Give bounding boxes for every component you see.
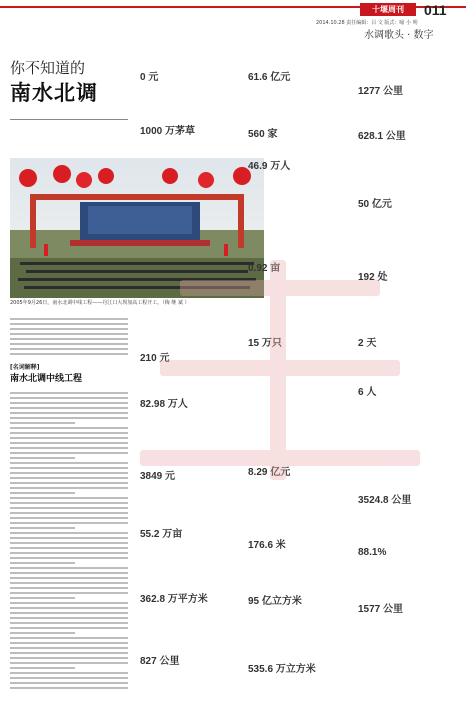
stat-figure: 535.6 万立方米 — [248, 664, 316, 675]
text-line — [10, 407, 128, 409]
text-line — [10, 457, 75, 459]
stat-figure: 15 万只 — [248, 338, 282, 349]
kicker: 你不知道的 — [10, 59, 86, 77]
text-line — [10, 552, 128, 554]
stat-figure: 1000 万茅草 — [140, 126, 196, 137]
text-line — [10, 472, 128, 474]
stat-figure: 192 处 — [358, 272, 388, 283]
text-line — [10, 607, 128, 609]
text-line — [10, 562, 75, 564]
text-line — [10, 522, 128, 524]
sub-headline: 南水北调中线工程 — [10, 374, 83, 384]
text-line — [10, 397, 128, 399]
text-line — [10, 532, 128, 534]
stat-figure: 50 亿元 — [358, 199, 392, 210]
ceremony-photo — [10, 158, 264, 298]
text-line — [10, 402, 128, 404]
text-line — [10, 662, 128, 664]
stat-figure: 628.1 公里 — [358, 131, 406, 142]
text-line — [10, 497, 128, 499]
stat-figure: 3524.8 公里 — [358, 495, 412, 506]
text-line — [10, 587, 128, 589]
stat-figure: 1577 公里 — [358, 604, 404, 615]
text-line — [10, 642, 128, 644]
text-line — [10, 637, 128, 639]
stat-figure: 2 天 — [358, 338, 377, 349]
text-line — [10, 577, 128, 579]
masthead — [0, 0, 466, 42]
text-line — [10, 657, 128, 659]
headline: 南水北调 — [10, 80, 98, 105]
stat-figure: 0.92 亩 — [248, 263, 281, 274]
text-line — [10, 417, 128, 419]
text-line — [10, 492, 75, 494]
stat-figure: 6 人 — [358, 387, 377, 398]
stat-figure: 362.8 万平方米 — [140, 594, 208, 605]
text-line — [10, 507, 128, 509]
text-line — [10, 452, 128, 454]
text-line — [10, 622, 128, 624]
text-line — [10, 482, 128, 484]
caption-body — [10, 318, 128, 358]
text-line — [10, 672, 128, 674]
text-line — [10, 572, 128, 574]
text-line — [10, 612, 128, 614]
text-line — [10, 597, 75, 599]
photo-caption: 2005年9月26日，南水北调中线工程——丹江口大坝加高工程开工。（梅 继 斌 ） — [10, 300, 190, 306]
issue-line: 2014.10.28 责任编辑：吕 文 版式：喻 小 明 — [316, 20, 418, 26]
text-line — [10, 617, 128, 619]
text-line — [10, 567, 128, 569]
stat-figure: 55.2 万亩 — [140, 529, 183, 540]
text-line — [10, 647, 128, 649]
stat-figure: 3849 元 — [140, 471, 176, 482]
text-line — [10, 427, 128, 429]
stat-figure: 8.29 亿元 — [248, 467, 291, 478]
ceremony-photo-illustration — [10, 158, 264, 298]
stat-figure: 61.6 亿元 — [248, 72, 291, 83]
text-line — [10, 527, 75, 529]
stat-figure: 0 元 — [140, 72, 159, 83]
page-number: 011 — [424, 2, 447, 18]
text-line — [10, 392, 128, 394]
text-line — [10, 602, 128, 604]
tag-label: [名词解释] — [10, 364, 40, 371]
stat-figure: 46.9 万人 — [248, 161, 291, 172]
stat-figure: 95 亿立方米 — [248, 596, 302, 607]
text-line — [10, 447, 128, 449]
text-line — [10, 542, 128, 544]
stat-figure: 210 元 — [140, 353, 170, 364]
text-line — [10, 437, 128, 439]
text-line — [10, 422, 75, 424]
text-line — [10, 537, 128, 539]
headline-rule — [10, 119, 128, 120]
text-line — [10, 512, 128, 514]
text-line — [10, 477, 128, 479]
text-line — [10, 582, 128, 584]
text-line — [10, 592, 128, 594]
stat-figure: 88.1% — [358, 547, 387, 558]
text-line — [10, 682, 128, 684]
text-line — [10, 652, 128, 654]
text-line — [10, 547, 128, 549]
stat-figure: 1277 公里 — [358, 86, 404, 97]
text-line — [10, 487, 128, 489]
stat-figure: 560 家 — [248, 129, 278, 140]
text-line — [10, 502, 128, 504]
text-line — [10, 677, 128, 679]
text-line — [10, 462, 128, 464]
text-line — [10, 467, 128, 469]
text-line — [10, 442, 128, 444]
headline-area — [10, 58, 128, 128]
stat-figure: 176.6 米 — [248, 540, 286, 551]
text-line — [10, 557, 128, 559]
stat-figure: 82.98 万人 — [140, 399, 188, 410]
stat-figure: 827 公里 — [140, 656, 180, 667]
text-line — [10, 632, 75, 634]
section-title: 水调歌头 · 数字 — [364, 30, 434, 41]
text-line — [10, 687, 128, 689]
text-line — [10, 412, 128, 414]
text-line — [10, 627, 128, 629]
brand-label: 十堰周刊 — [360, 3, 416, 16]
text-line — [10, 432, 128, 434]
text-line — [10, 517, 128, 519]
text-line — [10, 667, 75, 669]
left-column-body — [10, 392, 128, 692]
